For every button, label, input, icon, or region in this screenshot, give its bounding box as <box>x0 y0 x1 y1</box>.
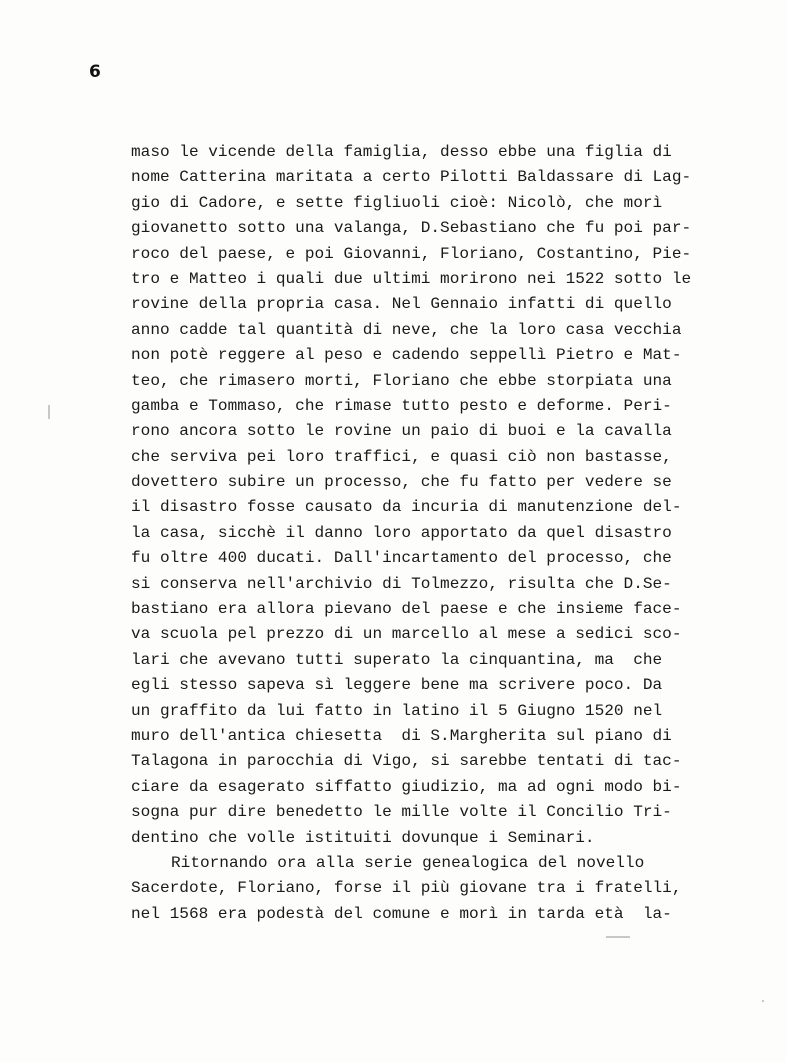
text-line: bastiano era allora pievano del paese e che insieme face- <box>131 600 682 619</box>
text-line: Sacerdote, Floriano, forse il più giovane tra i fratelli, <box>131 879 682 898</box>
text-line: si conserva nell'archivio di Tolmezzo, risulta che D.Se- <box>131 574 672 593</box>
text-line: nel 1568 era podestà del comune e morì in tarda età la- <box>131 904 672 923</box>
text-line: teo, che rimasero morti, Floriano che ebbe storpiata una <box>131 371 672 390</box>
text-line: lari che avevano tutti superato la cinquantina, ma che <box>131 650 663 669</box>
text-line: Talagona in parocchia di Vigo, si sarebbe tentati di tac- <box>131 752 682 771</box>
text-line: la casa, sicchè il danno loro apportato da quel disastro <box>131 523 672 542</box>
text-line: tro e Matteo i quali due ultimi morirono nei 1522 sotto le <box>131 269 692 288</box>
text-line: rovine della propria casa. Nel Gennaio infatti di quello <box>131 295 672 314</box>
text-line: che serviva pei loro traffici, e quasi ciò non bastasse, <box>131 447 672 466</box>
text-line: dentino che volle istituiti dovunque i Seminari. <box>131 828 595 847</box>
text-line: fu oltre 400 ducati. Dall'incartamento del processo, che <box>131 549 672 568</box>
scan-speck <box>606 936 630 938</box>
text-line: dovettero subire un processo, che fu fatto per vedere se <box>131 473 672 492</box>
text-line: gio di Cadore, e sette figliuoli cioè: Nicolò, che morì <box>131 193 663 212</box>
scan-speck <box>48 405 50 419</box>
text-line: anno cadde tal quantità di neve, che la loro casa vecchia <box>131 320 682 339</box>
text-line: rono ancora sotto le rovine un paio di buoi e la cavalla <box>131 422 672 441</box>
text-line: sogna pur dire benedetto le mille volte il Concilio Tri- <box>131 803 672 822</box>
text-line: un graffito da lui fatto in latino il 5 Giugno 1520 nel <box>131 701 663 720</box>
text-line: egli stesso sapeva sì leggere bene ma scrivere poco. Da <box>131 676 663 695</box>
body-text <box>131 140 731 927</box>
text-line: nome Catterina maritata a certo Pilotti Baldassare di Lag- <box>131 168 692 187</box>
text-line: giovanetto sotto una valanga, D.Sebastiano che fu poi par- <box>131 219 692 238</box>
paragraph-start-line: Ritornando ora alla serie genealogica del novello <box>171 853 645 872</box>
text-line: roco del paese, e poi Giovanni, Floriano, Costantino, Pie- <box>131 244 692 263</box>
text-line: va scuola pel prezzo di un marcello al mese a sedici sco- <box>131 625 682 644</box>
text-line: gamba e Tommaso, che rimase tutto pesto e deforme. Peri- <box>131 396 672 415</box>
text-line: muro dell'antica chiesetta di S.Margherita sul piano di <box>131 726 672 745</box>
text-line: ciare da esagerato siffatto giudizio, ma ad ogni modo bi- <box>131 777 682 796</box>
text-line: maso le vicende della famiglia, desso ebbe una figlia di <box>131 143 672 161</box>
scan-speck <box>762 1000 764 1002</box>
text-line: il disastro fosse causato da incuria di manutenzione del- <box>131 498 682 517</box>
page-number: 6 <box>89 62 101 82</box>
text-line: non potè reggere al peso e cadendo seppellì Pietro e Mat- <box>131 346 682 365</box>
